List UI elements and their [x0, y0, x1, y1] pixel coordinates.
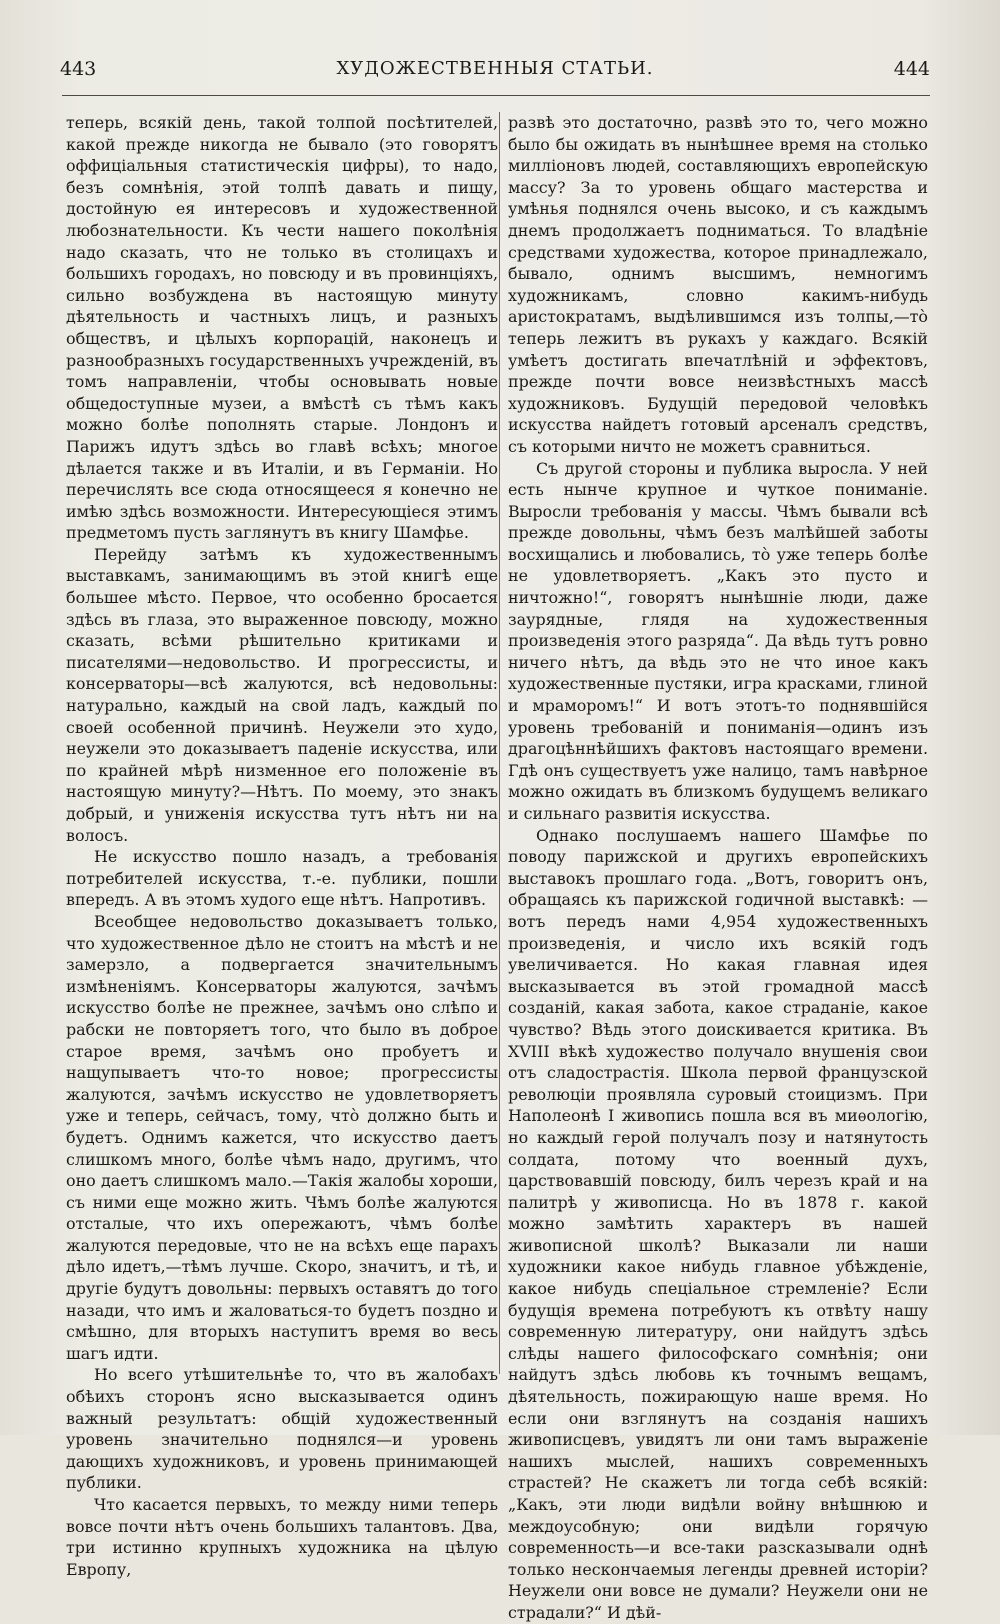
paragraph: Не искусство пошло назадъ, а требованія потребителей искусства, т.-е. публики, пошли впередъ. А въ этомъ худого еще нѣтъ. Напротивъ.	[66, 847, 498, 910]
column-divider	[499, 112, 500, 1374]
running-header	[60, 58, 930, 88]
text-column-left	[66, 112, 498, 1579]
paragraph: Но всего утѣшительнѣе то, что въ жалобахъ обѣихъ сторонъ ясно высказывается одинъ важный результатъ: общій художественный уровень значительно поднялся—и уровень дающихъ художниковъ, и уровень принимающей публики.	[66, 1365, 498, 1493]
paragraph: Перейду затѣмъ къ художественнымъ выставкамъ, занимающимъ въ этой книгѣ еще большее мѣсто. Первое, что особенно бросается здѣсь въ глаза, это выраженное повсюду, можно сказать, всѣми рѣшительно критиками и писателями—недовольство. И прогрессисты, и консерваторы—всѣ жалуются, всѣ недовольны: натурально, каждый на свой ладъ, каждый по своей особенной причинѣ. Неужели это худо, неужели это доказываетъ паденіе искусства, или по крайней мѣрѣ низменное его положеніе въ настоящую минуту?—Нѣтъ. По моему, это знакъ добрый, и униженія искусства тутъ нѣтъ ни на волосъ.	[66, 544, 498, 845]
paragraph: Что касается первыхъ, то между ними теперь вовсе почти нѣтъ очень большихъ талантовъ. Два, три истинно крупныхъ художника на цѣлую Европу,	[66, 1495, 498, 1579]
paragraph: Съ другой стороны и публика выросла. У ней есть нынче крупное и чуткое пониманіе. Выросли требованія у массы. Чѣмъ бывали всѣ прежде довольны, чѣмъ безъ малѣйшей заботы восхищались и любовались, то̀ уже теперь болѣе не удовлетворяетъ. „Какъ это пусто и ничтожно!“, говорятъ нынѣшніе люди, даже заурядные, глядя на художественныя произведенія этого разряда“. Да вѣдь тутъ ровно ничего нѣтъ, да вѣдь это не что иное какъ художественные пустяки, игра красками, глиной и мраморомъ!“ И вотъ этотъ-то поднявшійся уровень требованій и пониманія—одинъ изъ драгоцѣннѣйшихъ фактовъ настоящаго времени. Гдѣ онъ существуетъ уже налицо, тамъ навѣрное можно ожидать въ близкомъ будущемъ великаго и сильнаго развитія искусства.	[508, 458, 928, 823]
paragraph: Однако послушаемъ нашего Шамфье по поводу парижской и другихъ европейскихъ выставокъ прошлаго года. „Вотъ, говоритъ онъ, обращаясь къ парижской годичной выставкѣ: — вотъ передъ нами 4,954 художественныхъ произведенія, и число ихъ всякій годъ увеличивается. Но какая главная идея высказывается въ этой громадной массѣ созданій, какая забота, какое страданіе, какое чувство? Вѣдь этого доискивается критика. Въ XVIII вѣкѣ художество получало внушенія свои отъ сладострастія. Школа первой французской революціи проявляла суровый стоицизмъ. При Наполеонѣ I живопись пошла вся въ миѳологію, но каждый герой получалъ позу и натянутость солдата, потому что военный духъ, царствовавшій повсюду, билъ черезъ край и на палитрѣ у живописца. Но въ 1878 г. какой можно замѣтить характеръ въ нашей живописной школѣ? Выказали ли наши художники какое нибудь главное убѣжденіе, какое нибудь спеціальное стремленіе? Если будущія времена потребуютъ къ отвѣту нашу современную литературу, они найдутъ здѣсь слѣды нашего философскаго сомнѣнія; они найдутъ здѣсь любовь къ точнымъ вещамъ, дѣятельность, пожирающую наше время. Но если они взглянутъ на созданія нашихъ живописцевъ, увидятъ ли они тамъ выраженіе нашихъ мыслей, нашихъ современныхъ страстей? Не скажетъ ли тогда себѣ всякій: „Какъ, эти люди видѣли войну внѣшнюю и междоусобную; они видѣли горячую современность—и все-таки разсказывали однѣ только нескончаемыя легенды древней исторіи? Неужели они вовсе не думали? Неужели они не страдали?“ И дѣй-	[508, 825, 928, 1622]
text-column-right	[508, 112, 928, 1622]
paragraph: развѣ это достаточно, развѣ это то, чего можно было бы ожидать въ нынѣшнее время на столько милліоновъ людей, составляющихъ европейскую массу? За то уровень общаго мастерства и умѣнья поднялся очень высоко, и съ каждымъ днемъ продолжаетъ подниматься. То владѣніе средствами художества, которое принадлежало, бывало, однимъ высшимъ, немногимъ художникамъ, словно какимъ-нибудь аристократамъ, выдѣлившимся изъ толпы,—то̀ теперь лежитъ въ рукахъ у каждаго. Всякій умѣетъ достигать впечатлѣній и эффектовъ, прежде почти вовсе неизвѣстныхъ массѣ художниковъ. Будущій передовой человѣкъ искусства найдетъ готовый арсеналъ средствъ, съ которыми ничто не можетъ сравниться.	[508, 113, 928, 456]
header-rule	[62, 95, 930, 96]
running-title: ХУДОЖЕСТВЕННЫЯ СТАТЬИ.	[336, 58, 654, 79]
page-number-left: 443	[60, 58, 97, 80]
paragraph: Всеобщее недовольство доказываетъ только, что художественное дѣло не стоитъ на мѣстѣ и не замерзло, а подвергается значительнымъ измѣненіямъ. Консерваторы жалуются, зачѣмъ искусство болѣе не прежнее, зачѣмъ оно слѣпо и рабски не повторяетъ того, что было въ доброе старое время, зачѣмъ оно пробуетъ и нащупываетъ что-то новое; прогрессисты жалуются, зачѣмъ искусство не удовлетворяетъ уже и теперь, сейчасъ, тому, что̀ должно быть и будетъ. Однимъ кажется, что искусство даетъ слишкомъ много, болѣе чѣмъ надо, другимъ, что оно даетъ слишкомъ мало.—Такія жалобы хороши, съ ними еще можно жить. Чѣмъ болѣе жалуются отсталые, что ихъ опережаютъ, чѣмъ болѣе жалуются передовые, что не на всѣхъ еще парахъ дѣло идетъ,—тѣмъ лучше. Скоро, значитъ, и тѣ, и другіе будутъ довольны: первыхъ оставятъ до того назади, что имъ и жаловаться-то будетъ поздно и смѣшно, для вторыхъ наступитъ время во весь шагъ идти.	[66, 911, 498, 1363]
page-number-right: 444	[893, 58, 930, 80]
paragraph: теперь, всякій день, такой толпой посѣтителей, какой прежде никогда не бывало (это говорятъ оффиціальныя статистическія цифры), то надо, безъ сомнѣнія, этой толпѣ давать и пищу, достойную ея интересовъ и художественной любознательности. Къ чести нашего поколѣнія надо сказать, что не только въ столицахъ и большихъ городахъ, но повсюду и въ провинціяхъ, сильно возбуждена въ настоящую минуту дѣятельность и частныхъ лицъ, и разныхъ обществъ, и цѣлыхъ корпорацій, наконецъ и разнообразныхъ государственныхъ учрежденій, въ томъ направленіи, чтобы основывать новые общедоступные музеи, а вмѣстѣ съ тѣмъ какъ можно болѣе пополнять старые. Лондонъ и Парижъ идутъ здѣсь во главѣ всѣхъ; многое дѣлается также и въ Италіи, и въ Германіи. Но перечислять все сюда относящееся я конечно не имѣю здѣсь возможности. Интересующіеся этимъ предметомъ пусть заглянутъ въ книгу Шамфье.	[66, 113, 498, 543]
